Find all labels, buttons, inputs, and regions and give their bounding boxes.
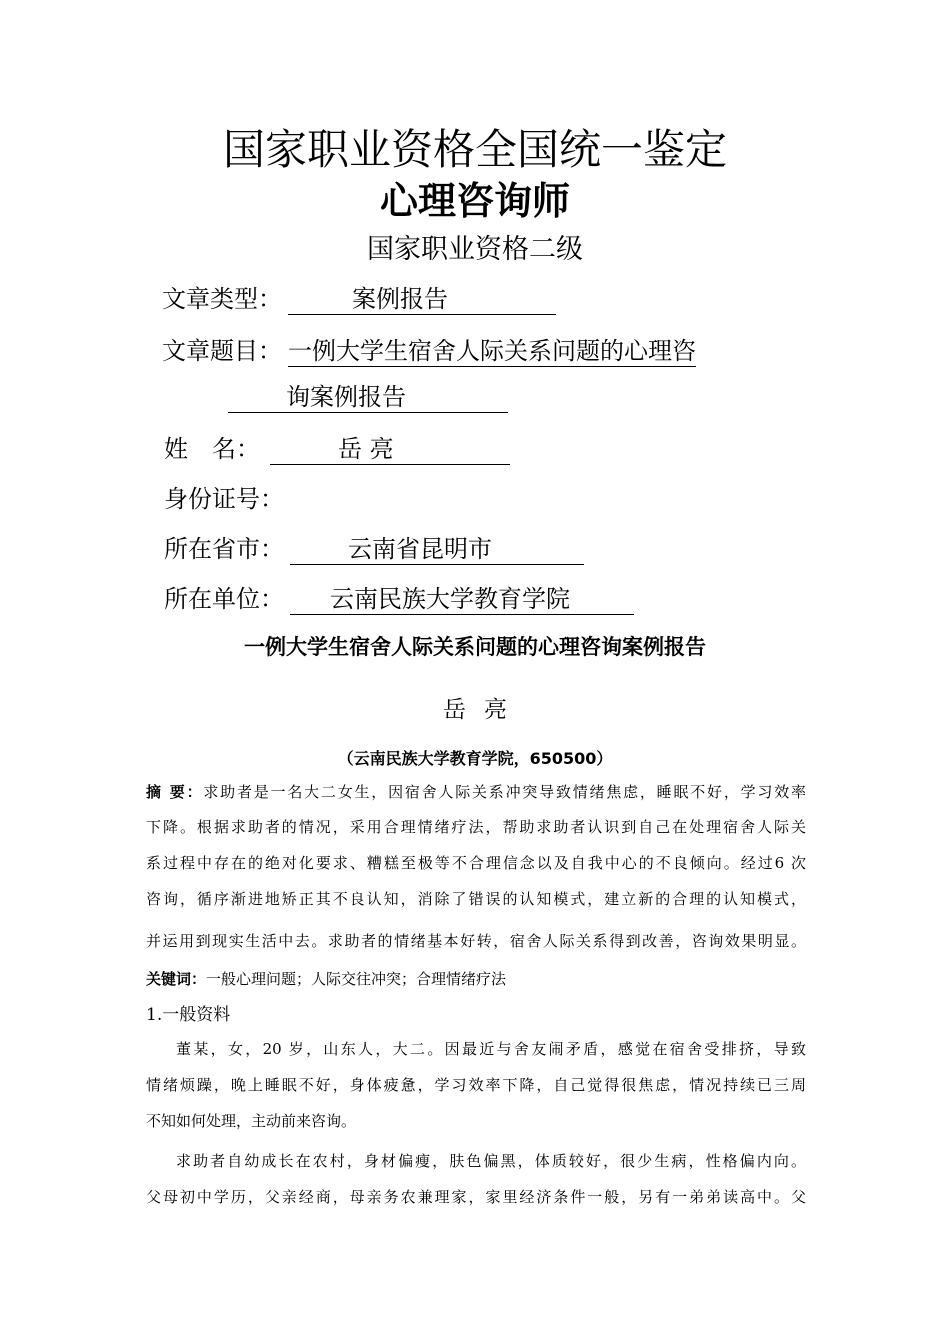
keywords-line (146, 968, 806, 989)
field-org-value: 云南民族大学教育学院 (330, 585, 570, 613)
field-topic-value-line1: 一例大学生宿舍人际关系问题的心理咨 (288, 337, 696, 365)
field-id-label: 身份证号： (164, 485, 284, 513)
field-type-underline (288, 284, 556, 315)
paragraph-line: 父母初中学历，父亲经商，母亲务农兼理家，家里经济条件一般，另有一弟弟读高中。父 (146, 1188, 806, 1206)
paper-author: 岳亮 (443, 697, 525, 723)
cover-title-level: 国家职业资格二级 (367, 234, 583, 265)
field-topic-label: 文章题目： (162, 337, 282, 365)
paragraph-line: 求助者自幼成长在农村，身材偏瘦，肤色偏黑，体质较好，很少生病，性格偏内向。 (176, 1152, 806, 1170)
paper-affiliation: （云南民族大学教育学院，650500） (337, 749, 613, 768)
field-city-value: 云南省昆明市 (348, 535, 492, 563)
field-type-label: 文章类型： (162, 285, 282, 313)
cover-title-exam: 国家职业资格全国统一鉴定 (222, 125, 727, 174)
abstract-line: 并运用到现实生活中去。求助者的情绪基本好转，宿舍人际关系得到改善，咨询效果明显。 (146, 932, 806, 950)
abstract-line: 系过程中存在的绝对化要求、糟糕至极等不合理信念以及自我中心的不良倾向。经过6 次 (146, 854, 806, 872)
field-name-underline (270, 434, 510, 465)
field-topic-value-line2: 询案例报告 (286, 383, 406, 411)
abstract-text: 求助者是一名大二女生，因宿舍人际关系冲突导致情绪焦虑，睡眠不好，学习效率 (203, 783, 806, 801)
paragraph-line: 董某，女，20 岁，山东人，大二。因最近与舍友闹矛盾，感觉在宿舍受排挤，导致 (176, 1040, 806, 1058)
cover-title-profession: 心理咨询师 (379, 179, 570, 223)
field-type-value: 案例报告 (352, 285, 448, 313)
paper-title: 一例大学生宿舍人际关系问题的心理咨询案例报告 (244, 635, 706, 659)
abstract-line: 下降。根据求助者的情况，采用合理情绪疗法，帮助求助者认识到自己在处理宿舍人际关 (146, 818, 806, 836)
abstract-label: 摘 要： (146, 783, 204, 801)
paragraph-line: 不知如何处理，主动前来咨询。 (146, 1112, 357, 1130)
field-name-value: 岳 亮 (338, 435, 394, 463)
field-city-underline (290, 534, 584, 565)
abstract-line: 咨询，循序渐进地矫正其不良认知，消除了错误的认知模式，建立新的合理的认知模式， (146, 890, 806, 908)
keywords-label: 关键词： (146, 970, 207, 988)
section-heading: 1.一般资料 (146, 1005, 231, 1025)
field-city-label: 所在省市： (164, 535, 284, 563)
field-topic-underline-2 (228, 382, 508, 413)
abstract-line (146, 781, 806, 802)
field-org-label: 所在单位： (164, 585, 284, 613)
keywords-text: 一般心理问题；人际交往冲突；合理情绪疗法 (206, 970, 507, 988)
field-name-label: 姓 名： (164, 435, 260, 463)
field-org-underline (290, 584, 634, 615)
paragraph-line: 情绪烦躁，晚上睡眠不好，身体疲惫，学习效率下降，自己觉得很焦虑，情况持续已三周 (146, 1076, 806, 1094)
